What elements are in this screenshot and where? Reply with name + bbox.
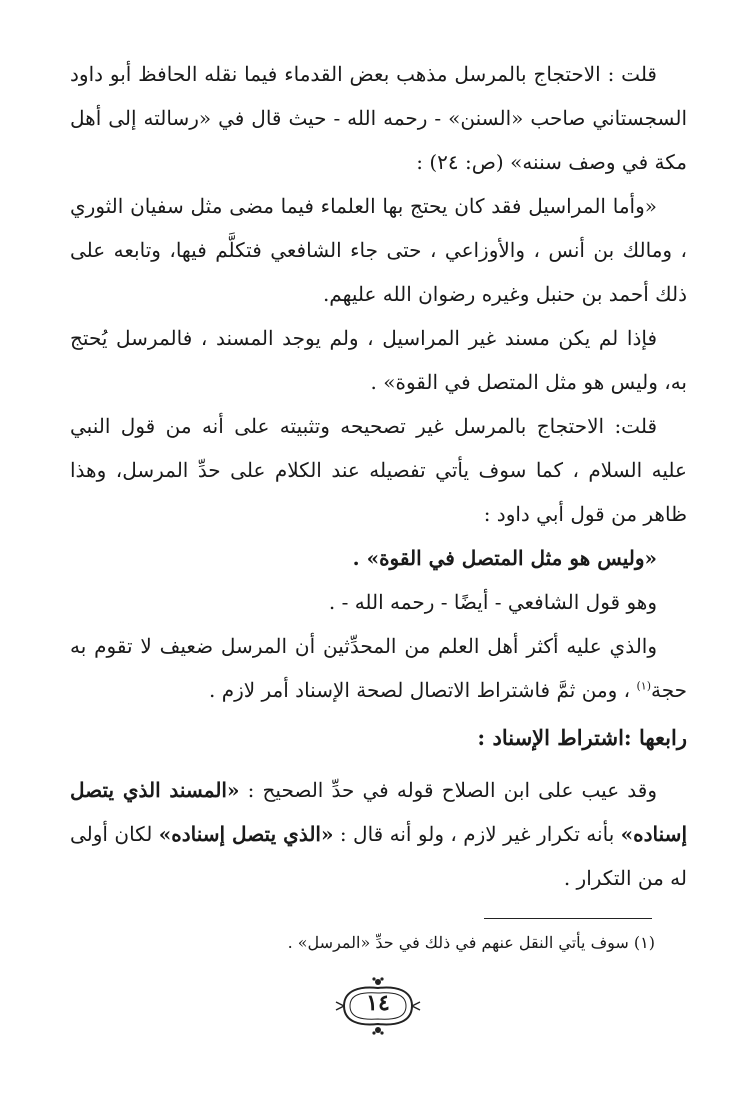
- footnote-divider: [484, 918, 652, 919]
- paragraph-7-text-before: والذي عليه أكثر أهل العلم من المحدِّثين أن المرسل ضعيف لا تقوم به حجة: [70, 634, 687, 702]
- paragraph-quote-abu-dawud: «وأما المراسيل فقد كان يحتج بها العلماء فيما مضى مثل سفيان الثوري ، ومالك بن أنس ، والأوزاعي ، حتى جاء الشافعي فتكلَّم فيها، وتابعه على ذلك أحمد بن حنبل وغيره رضوان الله عليهم.: [70, 194, 687, 306]
- paragraph-7: [70, 624, 687, 712]
- paragraph-1: قلت : الاحتجاج بالمرسل مذهب بعض القدماء فيما نقله الحافظ أبو داود السجستاني صاحب «السنن» - رحمه الله - حيث قال في «رسالته إلى أهل مكة في وصف سننه» (ص: ٢٤) :: [70, 62, 687, 174]
- section-heading: رابعها :اشتراط الإسناد :: [477, 725, 687, 750]
- page-body: [70, 52, 687, 900]
- paragraph-bold-quote: «وليس هو مثل المتصل في القوة» .: [352, 546, 657, 570]
- last-bold-2: «الذي يتصل إسناده»: [158, 822, 334, 846]
- paragraph-last: [70, 768, 687, 900]
- footnote-marker: (١): [636, 679, 651, 693]
- last-part-3: لكان أولى له من التكرار .: [70, 822, 687, 890]
- last-part-2: بأنه تكرار غير لازم ، ولو أنه قال :: [333, 822, 621, 846]
- paragraph-4: قلت: الاحتجاج بالمرسل غير تصحيحه وتثبيته على أنه من قول النبي عليه السلام ، كما سوف يأتي تفصيله عند الكلام على حدِّ المرسل، وهذا ظاهر من قول أبي داود :: [70, 414, 687, 526]
- page-number-ornament: [330, 976, 426, 1036]
- paragraph-3: فإذا لم يكن مسند غير المراسيل ، ولم يوجد المسند ، فالمرسل يُحتج به، وليس هو مثل المتصل في القوة» .: [70, 326, 687, 394]
- paragraph-6: وهو قول الشافعي - أيضًا - رحمه الله - .: [328, 590, 657, 614]
- last-part-1: وقد عيب على ابن الصلاح قوله في حدِّ الصحيح :: [239, 778, 657, 802]
- page-number: ١٤: [366, 990, 390, 1016]
- paragraph-7-text-after: ، ومن ثمَّ فاشتراط الاتصال لصحة الإسناد أمر لازم .: [209, 678, 631, 702]
- footnote: (١) سوف يأتي النقل عنهم في ذلك في حدِّ «المرسل» .: [287, 933, 655, 952]
- last-bold-1: «المسند الذي يتصل إسناده»: [70, 778, 687, 846]
